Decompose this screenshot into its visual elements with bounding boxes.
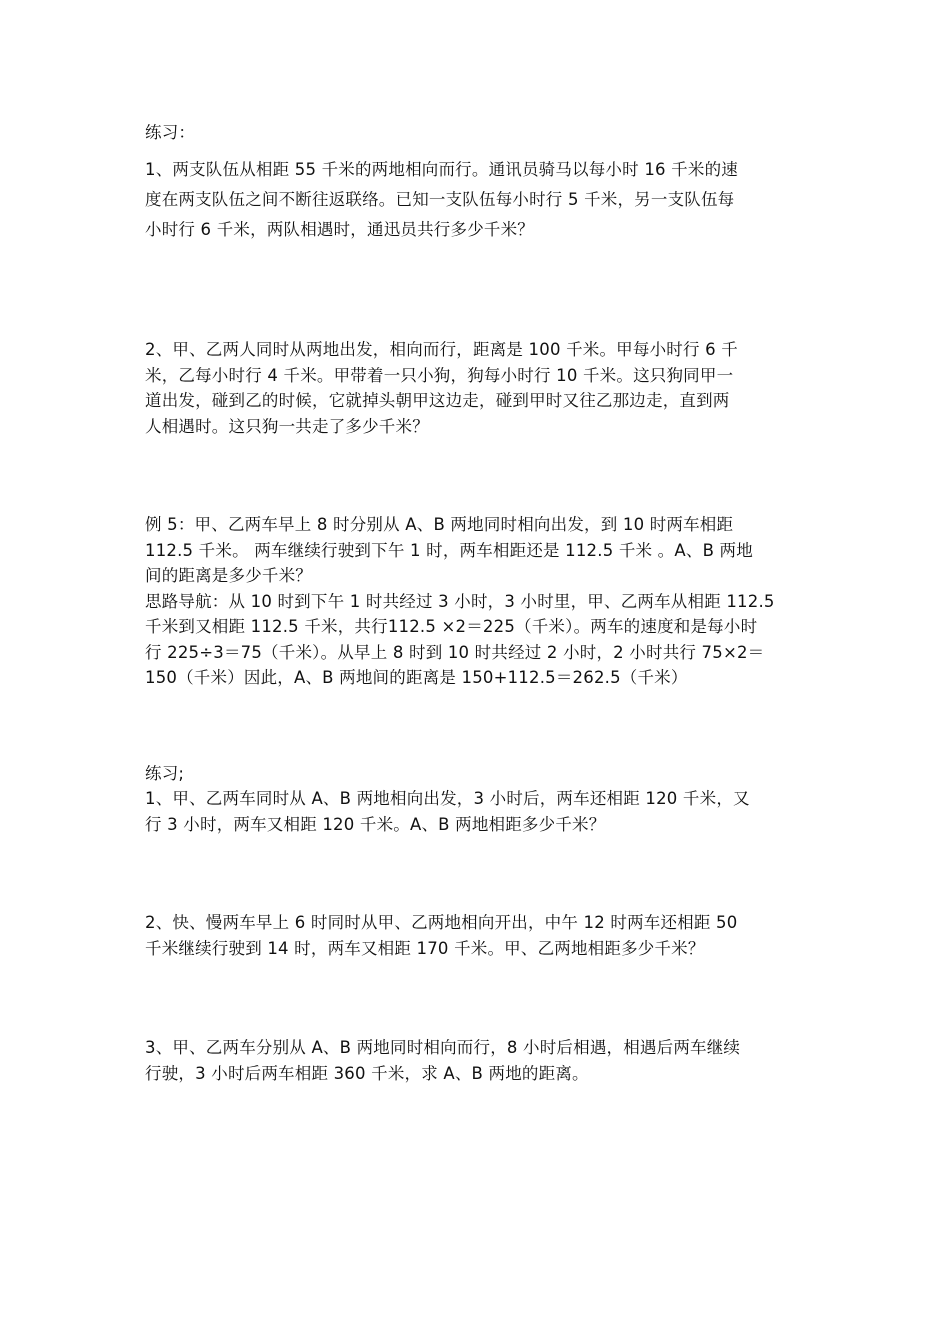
- exercise-1-problem-1: [145, 155, 810, 245]
- text-line: 1、两支队伍从相距 55 千米的两地相向而行。通讯员骑马以每小时 16 千米的速: [145, 160, 738, 179]
- example-5: [145, 512, 810, 691]
- text-line: 2、甲、乙两人同时从两地出发，相向而行，距离是 100 千米。甲每小时行 6 千: [145, 340, 738, 359]
- text-line: 例 5：甲、乙两车早上 8 时分别从 A、B 两地同时相向出发，到 10 时两车相距: [145, 515, 734, 534]
- text-line: 间的距离是多少千米？: [145, 566, 312, 585]
- text-line: 道出发，碰到乙的时候，它就掉头朝甲这边走，碰到甲时又往乙那边走，直到两: [145, 391, 730, 410]
- text-line: 1、甲、乙两车同时从 A、B 两地相向出发，3 小时后，两车还相距 120 千米，又: [145, 789, 750, 808]
- text-line: 2、快、慢两车早上 6 时同时从甲、乙两地相向开出，中午 12 时两车还相距 50: [145, 913, 738, 932]
- text-line: 思路导航：从 10 时到下午 1 时共经过 3 小时，3 小时里，甲、乙两车从相距 112.5: [145, 591, 775, 611]
- exercise-2-problem-3: [145, 1035, 810, 1086]
- exercise-1-problem-2: [145, 337, 810, 439]
- exercise-heading-2: [145, 761, 810, 787]
- exercise-2-problem-2: [145, 910, 810, 961]
- text-line: 人相遇时。这只狗一共走了多少千米？: [145, 416, 429, 436]
- text-line: 112.5 千米。 两车继续行驶到下午 1 时，两车相距还是 112.5 千米 。A、B 两地: [145, 540, 753, 560]
- text-line: 行 3 小时，两车又相距 120 千米。A、B 两地相距多少千米？: [145, 814, 606, 834]
- text-line: 行 225÷3＝75（千米）。从早上 8 时到 10 时共经过 2 小时，2 小时共行 75×2＝: [145, 642, 765, 662]
- exercise-2-problem-1: [145, 786, 810, 837]
- text-line: 行驶，3 小时后两车相距 360 千米，求 A、B 两地的距离。: [145, 1063, 589, 1083]
- text-line: 度在两支队伍之间不断往返联络。已知一支队伍每小时行 5 千米，另一支队伍每: [145, 190, 735, 209]
- text-line: 千米到又相距 112.5 千米，共行112.5 ×2＝225（千米）。两车的速度和是每小时: [145, 617, 758, 636]
- text-line: 150（千米）因此，A、B 两地间的距离是 150+112.5＝262.5（千米）: [145, 668, 688, 687]
- text-line: 3、甲、乙两车分别从 A、B 两地同时相向而行，8 小时后相遇，相遇后两车继续: [145, 1038, 741, 1057]
- exercise-heading-1: [145, 118, 810, 148]
- heading-text: 练习;: [145, 764, 185, 783]
- text-line: 米，乙每小时行 4 千米。甲带着一只小狗，狗每小时行 10 千米。这只狗同甲一: [145, 365, 734, 385]
- text-line: 小时行 6 千米，两队相遇时，通迅员共行多少千米？: [145, 220, 534, 239]
- text-line: 千米继续行驶到 14 时，两车又相距 170 千米。甲、乙两地相距多少千米？: [145, 938, 705, 958]
- heading-text: 练习：: [145, 123, 196, 142]
